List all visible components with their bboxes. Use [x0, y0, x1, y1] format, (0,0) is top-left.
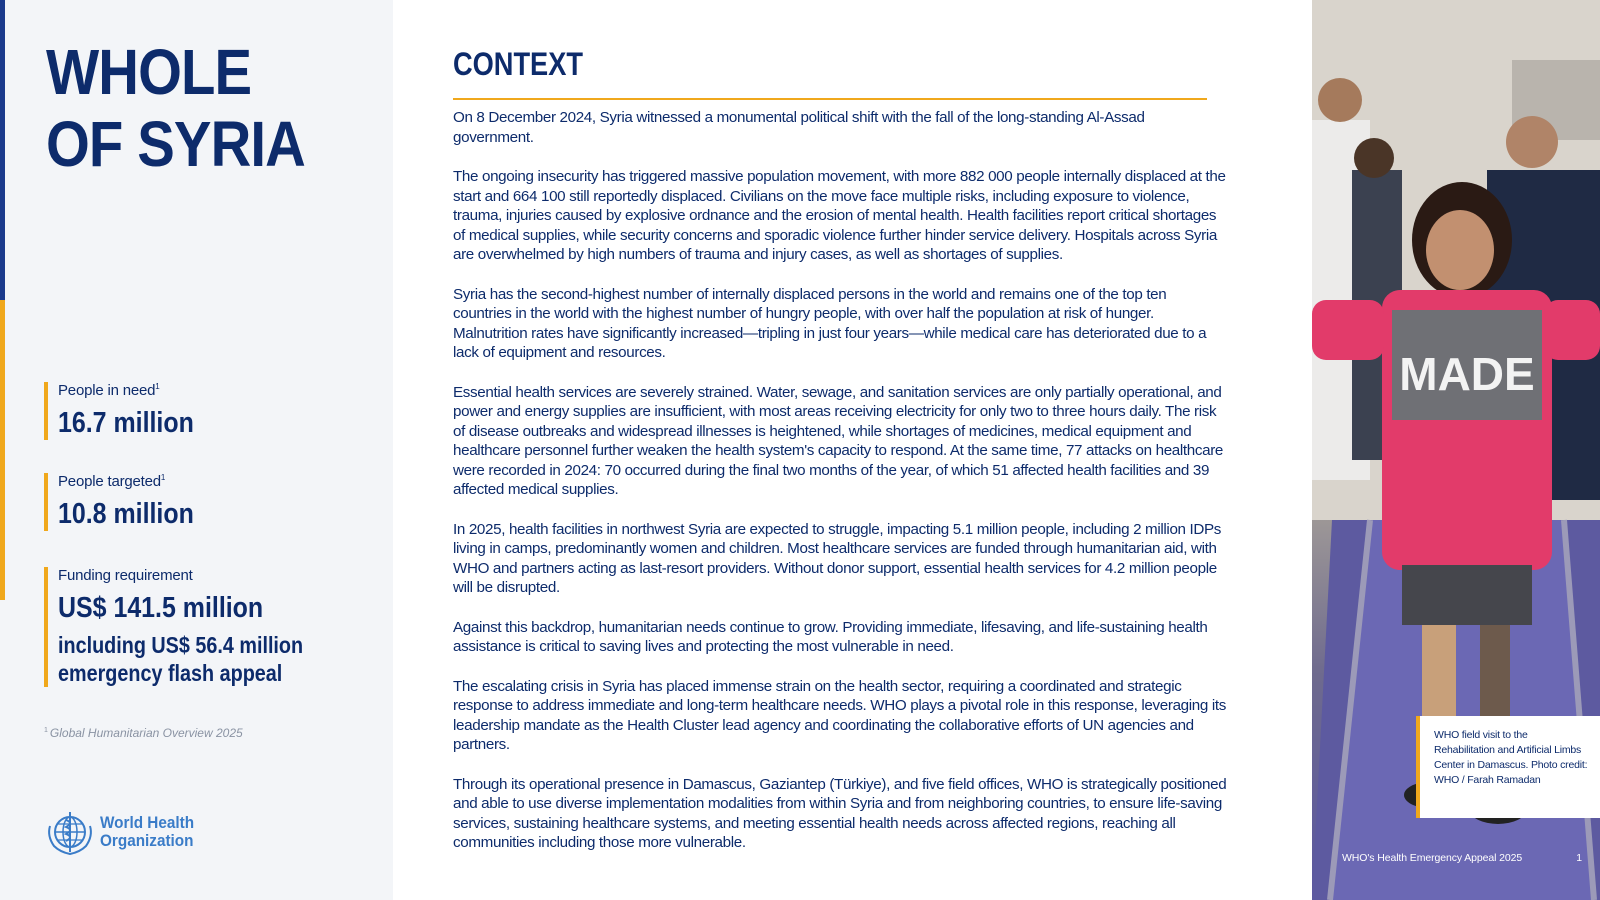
- stat-value: US$ 141.5 million: [58, 592, 264, 624]
- country-title: WHOLE OF SYRIA: [46, 36, 305, 180]
- jacket-text: MADE: [1399, 348, 1535, 400]
- stat-subvalue: including US$ 56.4 million emergency flash appeal: [58, 632, 304, 686]
- paragraph: On 8 December 2024, Syria witnessed a monumental political shift with the fall of the long-standing Al-Assad government.: [453, 109, 1145, 146]
- stat-value: 16.7 million: [58, 407, 194, 439]
- stat-people-in-need: [44, 382, 216, 440]
- accent-bar-gold: [0, 300, 5, 600]
- publication-name: WHO's Health Emergency Appeal 2025: [1342, 852, 1523, 864]
- paragraph: Through its operational presence in Damascus, Gaziantep (Türkiye), and five field offices, WHO is strategically positioned and able to use diverse implementation modalities from within Syria and from neighboring countries, to ensure life-saving services, sustaining healthcare systems, and meeting essential health needs across affected regions, reaching all communities including those more vulnerable.: [453, 775, 1227, 851]
- who-emblem-icon: [44, 808, 96, 856]
- paragraph: Essential health services are severely strained. Water, sewage, and sanitation services are only partially operational, and power and energy supplies are insufficient, with most areas receiving electricity for only two to three hours daily. The risk of disease outbreaks and widespread illnesses is heightened, while shortages of medicines, medical equipment and healthcare personnel further weaken the health system's capacity to respond. At the same time, 77 attacks on healthcare were recorded in 2024: 70 occurred during the final two months of the year, of which 51 affected health facilities and 39 affected medical supplies.: [453, 383, 1224, 498]
- photo-caption: [1416, 716, 1600, 818]
- stat-label: Funding requirement: [58, 567, 193, 584]
- paragraph: In 2025, health facilities in northwest Syria are expected to struggle, impacting 5.1 million people, including 2 million IDPs living in camps, predominantly women and children. Most healthcare services are funded through humanitarian aid, with WHO and partners acting as last-resort providers. Without donor support, essential health services for 4.2 million people will be disrupted.: [453, 520, 1222, 596]
- who-logo: [44, 808, 205, 856]
- stat-label: People in need$^1$: [58, 382, 160, 399]
- page-footer: [1342, 852, 1582, 864]
- stat-label: People targeted$^1$: [58, 473, 166, 490]
- footnote: $^1$ Global Humanitarian Overview 2025: [44, 726, 243, 740]
- paragraph: The ongoing insecurity has triggered massive population movement, with more 882 000 people internally displaced at the start and 664 100 still reportedly displaced. Civilians on the move face multiple risks, including exposure to violence, trauma, injuries caused by explosive ordnance and the erosion of mental health. Health facilities report critical shortages of medical supplies, while security concerns and sporadic violence further hinder service delivery. Hospitals across Syria are overwhelmed by high numbers of trauma and injury cases, as well as shortages of supplies.: [453, 168, 1226, 263]
- title-underline: [453, 98, 1207, 100]
- body-text: [453, 108, 1228, 873]
- stat-value: 10.8 million: [58, 498, 194, 530]
- section-title: CONTEXT: [453, 46, 583, 82]
- footnote-ref: 1: [155, 382, 160, 391]
- stat-funding-requirement: [44, 567, 398, 687]
- sidebar: [0, 0, 393, 900]
- footnote-ref: 1: [160, 473, 166, 482]
- caption-text: WHO field visit to the Rehabilitation and Artificial Limbs Center in Damascus. Photo credit: WHO / Farah Ramadan: [1434, 729, 1588, 786]
- paragraph: Against this backdrop, humanitarian needs continue to grow. Providing immediate, lifesaving, and life-sustaining health assistance is critical to saving lives and protecting the most vulnerable in need.: [453, 618, 1208, 655]
- accent-bar-navy: [0, 0, 5, 300]
- stat-people-targeted: [44, 473, 216, 531]
- who-wordmark: World Health Organization: [100, 813, 195, 850]
- page-number: 1: [1576, 852, 1582, 864]
- paragraph: The escalating crisis in Syria has placed immense strain on the health sector, requiring a coordinated and strategic response to address immediate and long-term healthcare needs. WHO plays a pivotal role in this response, leveraging its leadership mandate as the Health Cluster lead agency and coordinating the collaborative efforts of UN agencies and partners.: [453, 677, 1226, 753]
- paragraph: Syria has the second-highest number of internally displaced persons in the world and remains one of the top ten countries in the world with the highest number of hungry people, with over half the population at risk of hunger. Malnutrition rates have significantly increased—tripling in just four years—while medical care has deteriorated due to a lack of equipment and resources.: [453, 285, 1207, 361]
